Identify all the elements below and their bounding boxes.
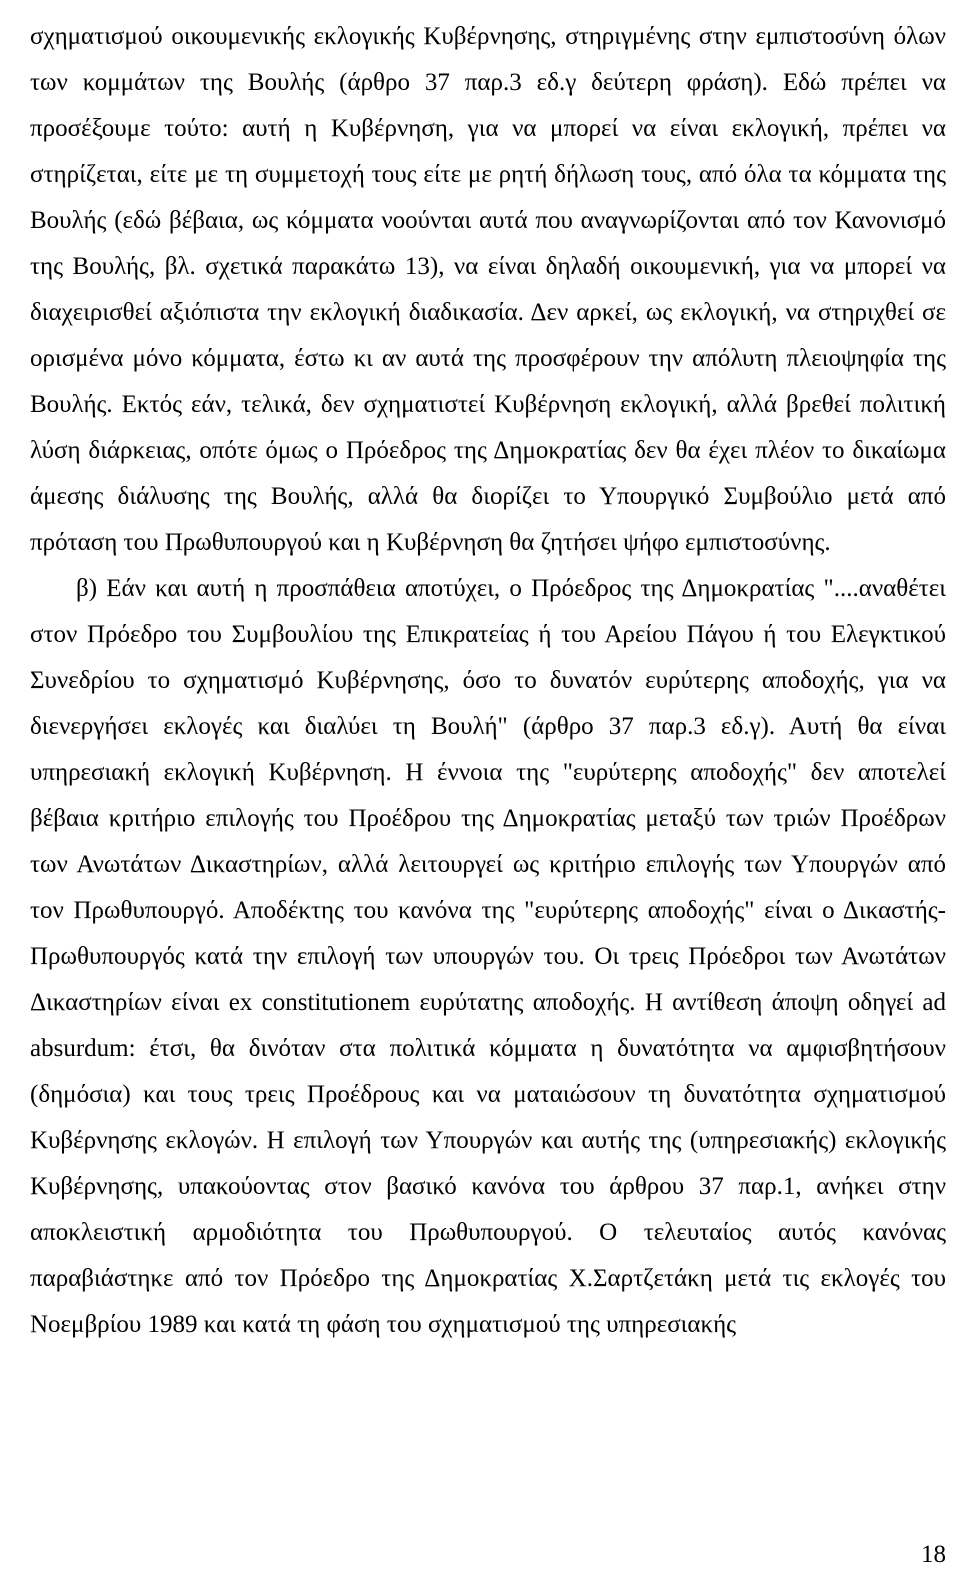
page-number: 18 bbox=[921, 1541, 946, 1568]
document-page bbox=[30, 0, 946, 1590]
paragraph-continuation: σχηματισμού οικουμενικής εκλογικής Κυβέρνησης, στηριγμένης στην εμπιστοσύνη όλων των κομμάτων της Βουλής (άρθρο 37 παρ.3 εδ.γ δεύτερη φράση). Εδώ πρέπει να προσέξουμε τούτο: αυτή η Κυβέρνηση, για να μπορεί να είναι εκλογική, πρέπει να στηρίζεται, είτε με τη συμμετοχή τους είτε με ρητή δήλωση τους, από όλα τα κόμματα της Βουλής (εδώ βέβαια, ως κόμματα νοούνται αυτά που αναγνωρίζονται από τον Κανονισμό της Βουλής, βλ. σχετικά παρακάτω 13), να είναι δηλαδή οικουμενική, για να μπορεί να διαχειρισθεί αξιόπιστα την εκλογική διαδικασία. Δεν αρκεί, ως εκλογική, να στηριχθεί σε ορισμένα μόνο κόμματα, έστω κι αν αυτά της προσφέρουν την απόλυτη πλειοψηφία της Βουλής. Εκτός εάν, τελικά, δεν σχηματιστεί Κυβέρνηση εκλογική, αλλά βρεθεί πολιτική λύση διάρκειας, οπότε όμως ο Πρόεδρος της Δημοκρατίας δεν θα έχει πλέον το δικαίωμα άμεσης διάλυσης της Βουλής, αλλά θα διορίζει το Υπουργικό Συμβούλιο μετά από πρόταση του Πρωθυπουργού και η Κυβέρνηση θα ζητήσει ψήφο εμπιστοσύνης. bbox=[30, 23, 946, 556]
paragraph-b: β) Εάν και αυτή η προσπάθεια αποτύχει, ο Πρόεδρος της Δημοκρατίας "....αναθέτει στον Πρόεδρο του Συμβουλίου της Επικρατείας ή του Αρείου Πάγου ή του Ελεγκτικού Συνεδρίου το σχηματισμό Κυβέρνησης, όσο το δυνατόν ευρύτερης αποδοχής, για να διενεργήσει εκλογές και διαλύει τη Βουλή" (άρθρο 37 παρ.3 εδ.γ). Αυτή θα είναι υπηρεσιακή εκλογική Κυβέρνηση. Η έννοια της "ευρύτερης αποδοχής" δεν αποτελεί βέβαια κριτήριο επιλογής του Προέδρου της Δημοκρατίας μεταξύ των τριών Προέδρων των Ανωτάτων Δικαστηρίων, αλλά λειτουργεί ως κριτήριο επιλογής των Υπουργών από τον Πρωθυπουργό. Αποδέκτης του κανόνα της "ευρύτερης αποδοχής" είναι ο Δικαστής-Πρωθυπουργός κατά την επιλογή των υπουργών του. Οι τρεις Πρόεδροι των Ανωτάτων Δικαστηρίων είναι ex constitutionem ευρύτατης αποδοχής. Η αντίθεση άποψη οδηγεί ad absurdum: έτσι, θα δινόταν στα πολιτικά κόμματα η δυνατότητα να αμφισβητήσουν (δημόσια) και τους τρεις Προέδρους και να ματαιώσουν τη δυνατότητα σχηματισμού Κυβέρνησης εκλογών. Η επιλογή των Υπουργών και αυτής της (υπηρεσιακής) εκλογικής Κυβέρνησης, υπακούοντας στον βασικό κανόνα του άρθρου 37 παρ.1, ανήκει στην αποκλειστική αρμοδιότητα του Πρωθυπουργού. Ο τελευταίος αυτός κανόνας παραβιάστηκε από τον Πρόεδρο της Δημοκρατίας Χ.Σαρτζετάκη μετά τις εκλογές του Νοεμβρίου 1989 και κατά τη φάση του σχηματισμού της υπηρεσιακής bbox=[30, 575, 946, 1338]
document-body bbox=[30, 14, 946, 1348]
